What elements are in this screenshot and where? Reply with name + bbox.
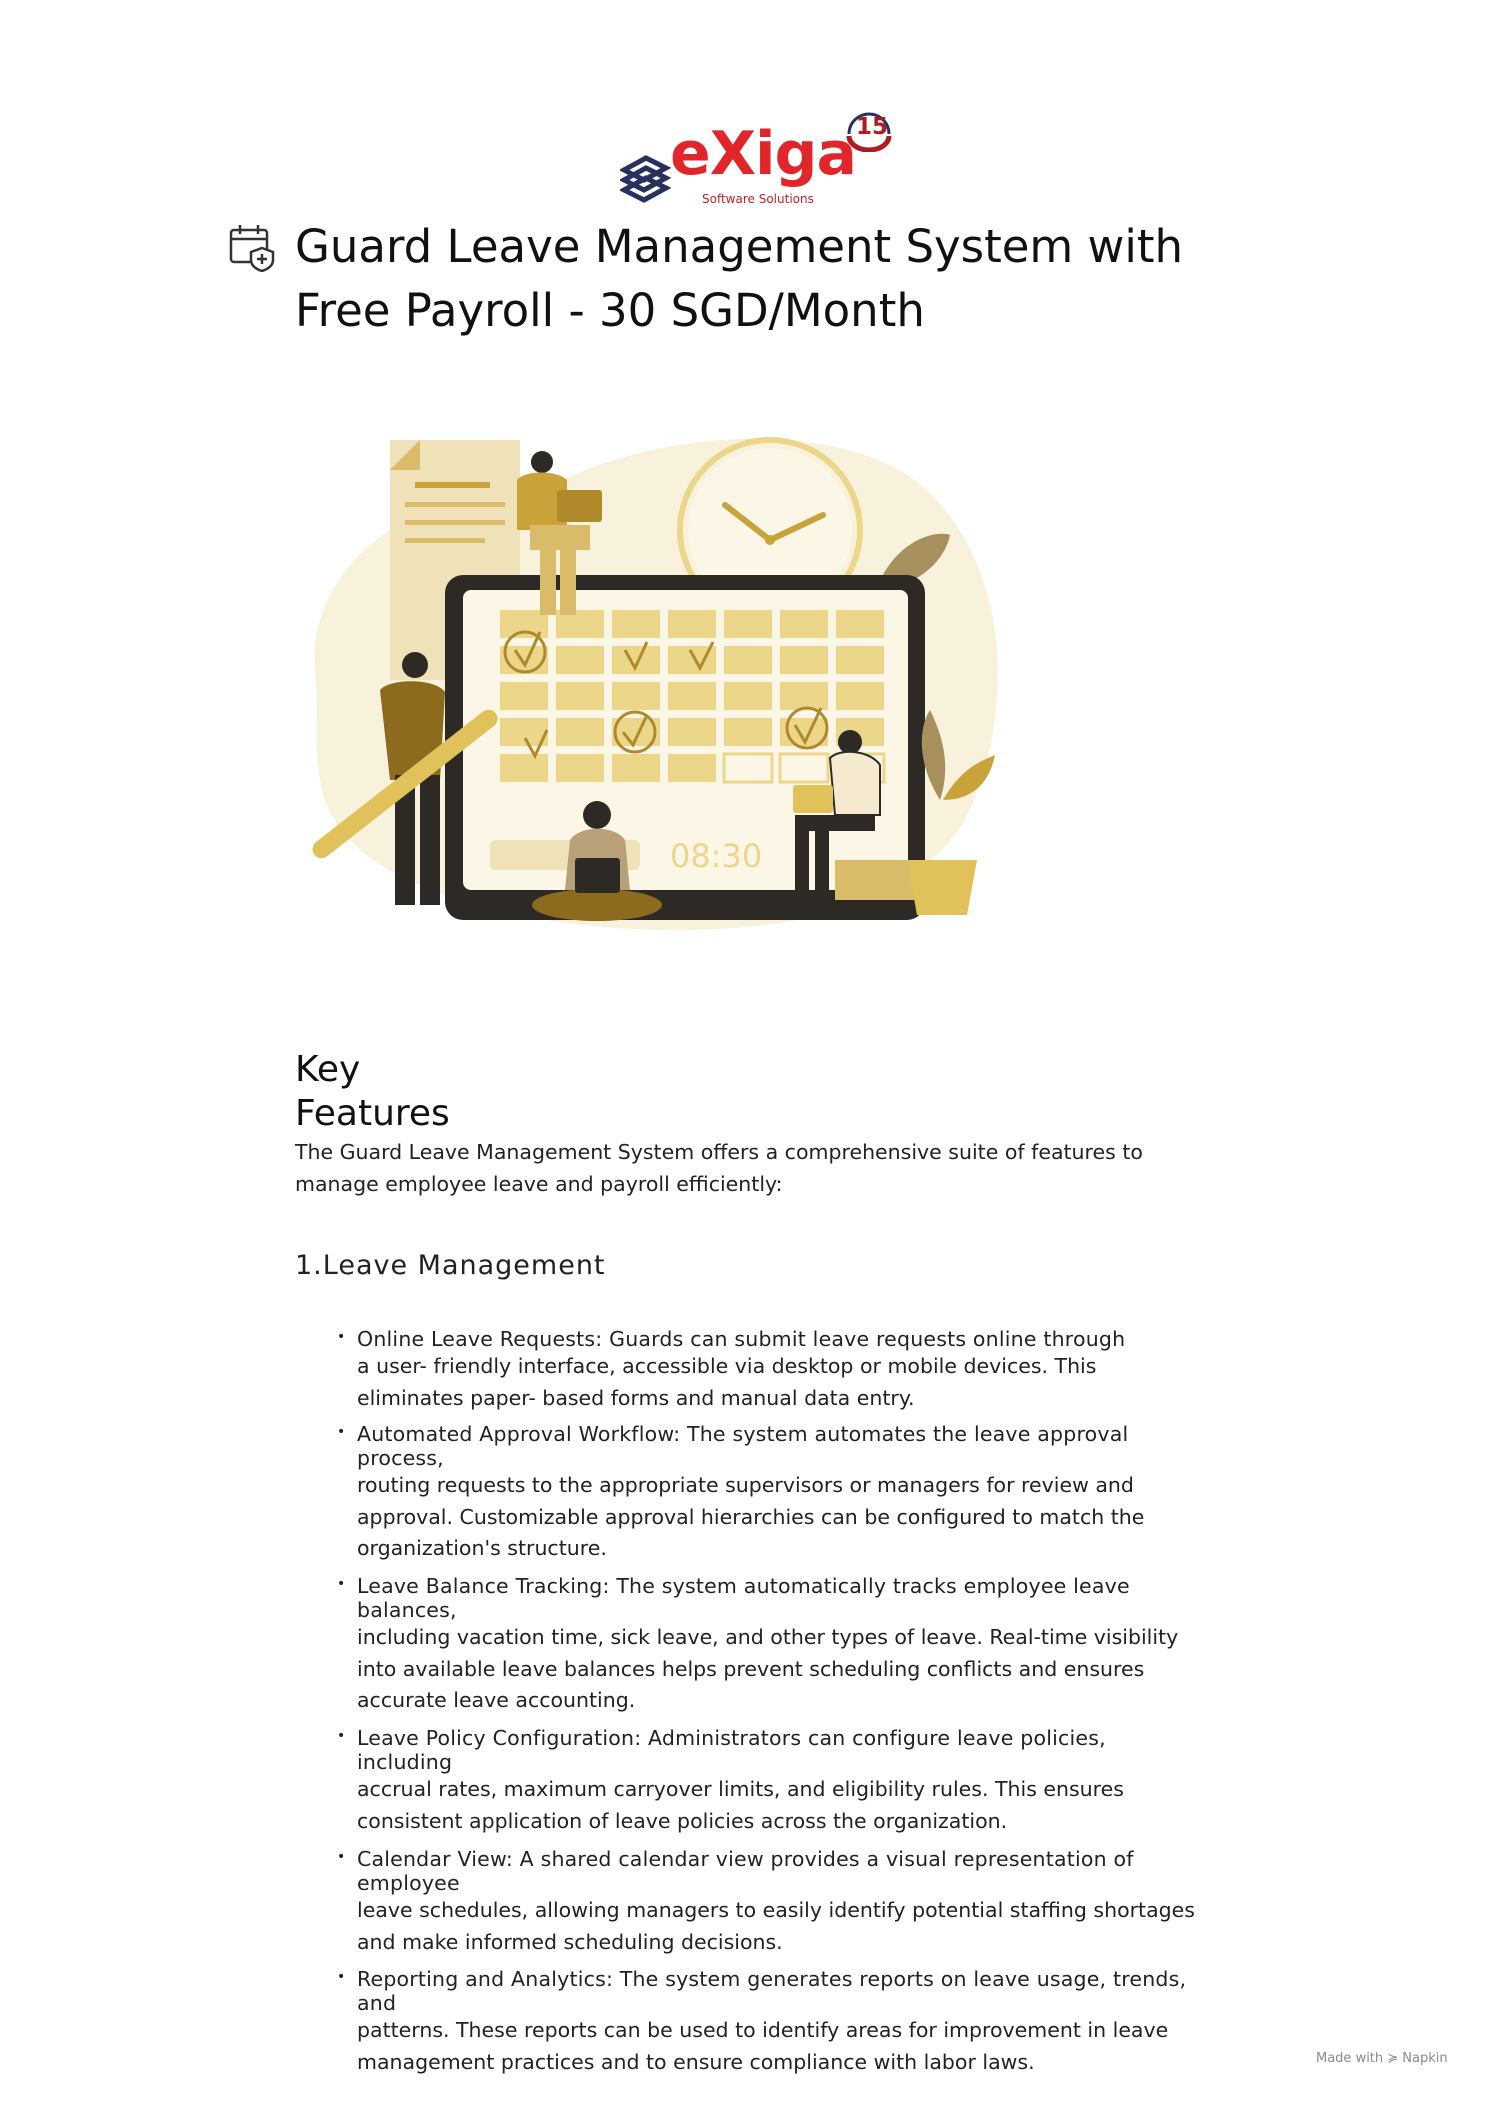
page-title: Guard Leave Management System with Free Payroll - 30 SGD/Month [295,220,1184,337]
feature-heading: Reporting and Analytics: The system generates reports on leave usage, trends, and [357,1967,1187,2015]
bullet: • [337,1329,346,1345]
made-with-napkin-footer: Made with ≽ Napkin [1316,2051,1448,2066]
feature-heading: Calendar View: A shared calendar view provides a visual representation of employee [357,1847,1134,1895]
feature-leave-balance-tracking [337,1574,1197,1717]
clock-readout: 08:30 [670,837,763,875]
feature-description: including vacation time, sick leave, and other types of leave. Real-time visibility into available leave balances helps prevent scheduling conflicts and ensures accurate leave accounting. [357,1625,1179,1713]
company-logo [620,108,910,208]
bullet: • [337,1728,346,1744]
bullet: • [337,1969,346,1985]
feature-heading: Leave Policy Configuration: Administrators can configure leave policies, including [357,1726,1106,1774]
feature-description: leave schedules, allowing managers to easily identify potential staffing shortages and make informed scheduling decisions. [357,1898,1195,1954]
feature-heading: Leave Balance Tracking: The system automatically tracks employee leave balances, [357,1574,1130,1622]
feature-description: a user- friendly interface, accessible via desktop or mobile devices. This eliminates paper- based forms and manual data entry. [357,1354,1097,1410]
feature-description: accrual rates, maximum carryover limits, and eligibility rules. This ensures consistent application of leave policies across the organization. [357,1777,1124,1833]
feature-reporting-and-analytics [337,1967,1197,2078]
key-features-heading: Key Features [295,1049,450,1134]
feature-leave-policy-configuration [337,1726,1197,1837]
logo-tagline: Software Solutions [702,192,814,206]
anniversary-badge-number: 15 [856,114,889,140]
feature-heading: Online Leave Requests: Guards can submit leave requests online through [357,1327,1126,1351]
bullet: • [337,1849,346,1865]
feature-automated-approval-workflow [337,1422,1197,1565]
key-features-intro: The Guard Leave Management System offers a comprehensive suite of features to manage employee leave and payroll efficiently: [295,1140,1143,1196]
logo-wordmark: eXiga [670,119,856,189]
leave-management-heading: 1.Leave Management [295,1250,606,1281]
feature-online-leave-requests [337,1327,1197,1414]
feature-description: patterns. These reports can be used to identify areas for improvement in leave management practices and to ensure compliance with labor laws. [357,2018,1169,2074]
bullet: • [337,1424,346,1440]
feature-description: routing requests to the appropriate supervisors or managers for review and approval. Customizable approval hierarchies can be configured to match the organization's structure. [357,1473,1145,1561]
calendar-shield-icon [228,222,278,272]
leave-calendar-illustration [295,420,1015,940]
feature-calendar-view [337,1847,1197,1958]
feature-heading: Automated Approval Workflow: The system automates the leave approval process, [357,1422,1129,1470]
calendar-grid [500,610,884,782]
bullet: • [337,1576,346,1592]
